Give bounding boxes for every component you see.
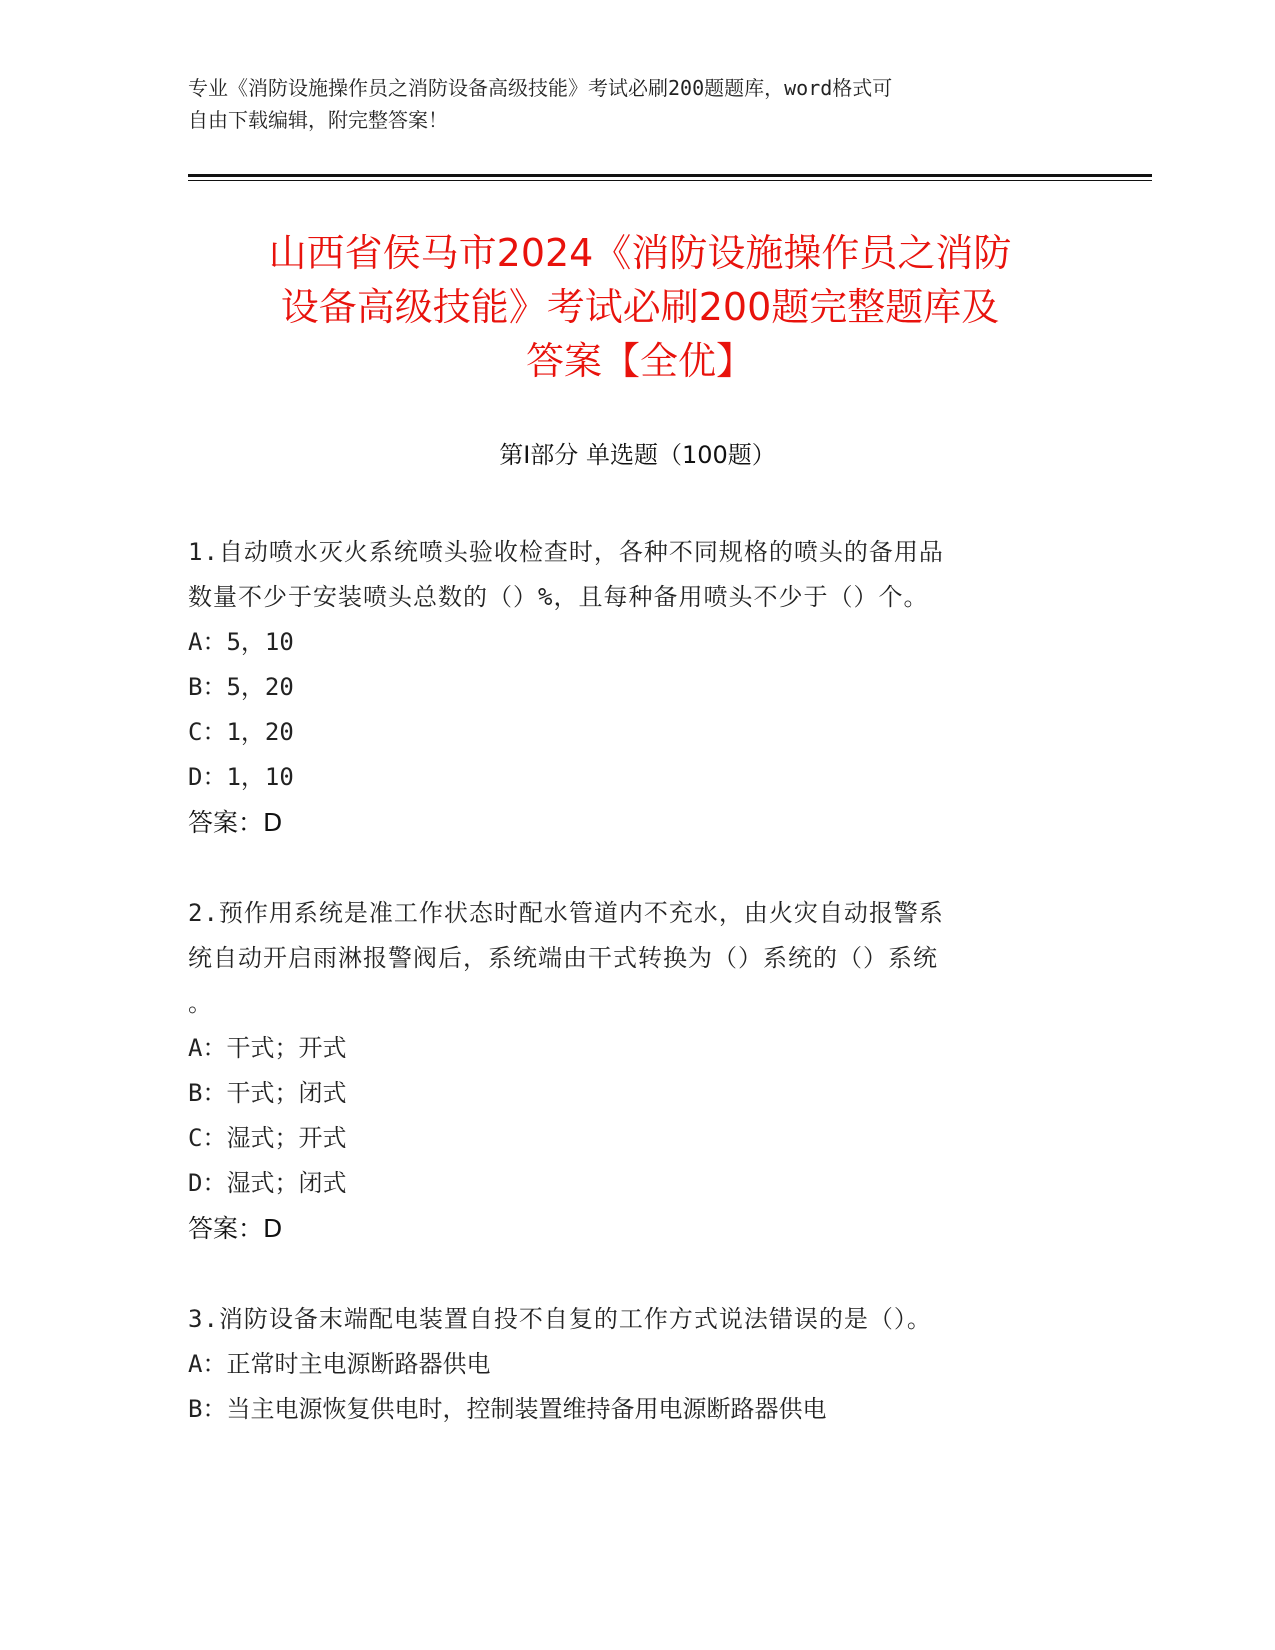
question-text: 1.自动喷水灭火系统喷头验收检查时，各种不同规格的喷头的备用品: [188, 538, 944, 566]
option-d: D：1，10: [188, 763, 294, 791]
question-text: 统自动开启雨淋报警阀后，系统端由干式转换为（）系统的（）系统: [188, 944, 938, 972]
header-divider-thick: [188, 174, 1152, 177]
option-a: A：5，10: [188, 628, 294, 656]
option-c: C：湿式；开式: [188, 1124, 347, 1152]
header-note-line-2: 自由下载编辑，附完整答案！: [188, 108, 448, 132]
question-text: 3.消防设备末端配电装置自投不自复的工作方式说法错误的是（）。: [188, 1305, 932, 1333]
header-note-line-1: 专业《消防设施操作员之消防设备高级技能》考试必刷200题题库，word格式可: [188, 76, 893, 100]
answer: 答案：D: [188, 1214, 283, 1243]
question-list: [188, 530, 1088, 1478]
option-a: A：正常时主电源断路器供电: [188, 1350, 491, 1378]
title-line-1: 山西省侯马市2024《消防设施操作员之消防: [268, 231, 1012, 275]
option-a: A：干式；开式: [188, 1034, 347, 1062]
question-text: 2.预作用系统是准工作状态时配水管道内不充水，由火灾自动报警系: [188, 899, 944, 927]
option-b: B：干式；闭式: [188, 1079, 347, 1107]
question-text: 数量不少于安装喷头总数的（）%，且每种备用喷头不少于（）个。: [188, 583, 929, 611]
question-2: [188, 891, 1088, 1251]
title-line-3: 答案【全优】: [525, 339, 754, 383]
question-text: 。: [188, 989, 213, 1017]
header-note: [188, 72, 1088, 136]
question-1: [188, 530, 1088, 845]
header-divider-thin: [188, 180, 1152, 181]
option-b: B：5，20: [188, 673, 294, 701]
question-3: [188, 1297, 1088, 1432]
answer: 答案：D: [188, 808, 283, 837]
option-d: D：湿式；闭式: [188, 1169, 347, 1197]
option-b: B：当主电源恢复供电时，控制装置维持备用电源断路器供电: [188, 1395, 827, 1423]
option-c: C：1，20: [188, 718, 294, 746]
section-heading: 第Ⅰ部分 单选题（100题）: [499, 441, 776, 469]
title-line-2: 设备高级技能》考试必刷200题完整题库及: [280, 285, 1000, 329]
document-title: [180, 226, 1100, 388]
